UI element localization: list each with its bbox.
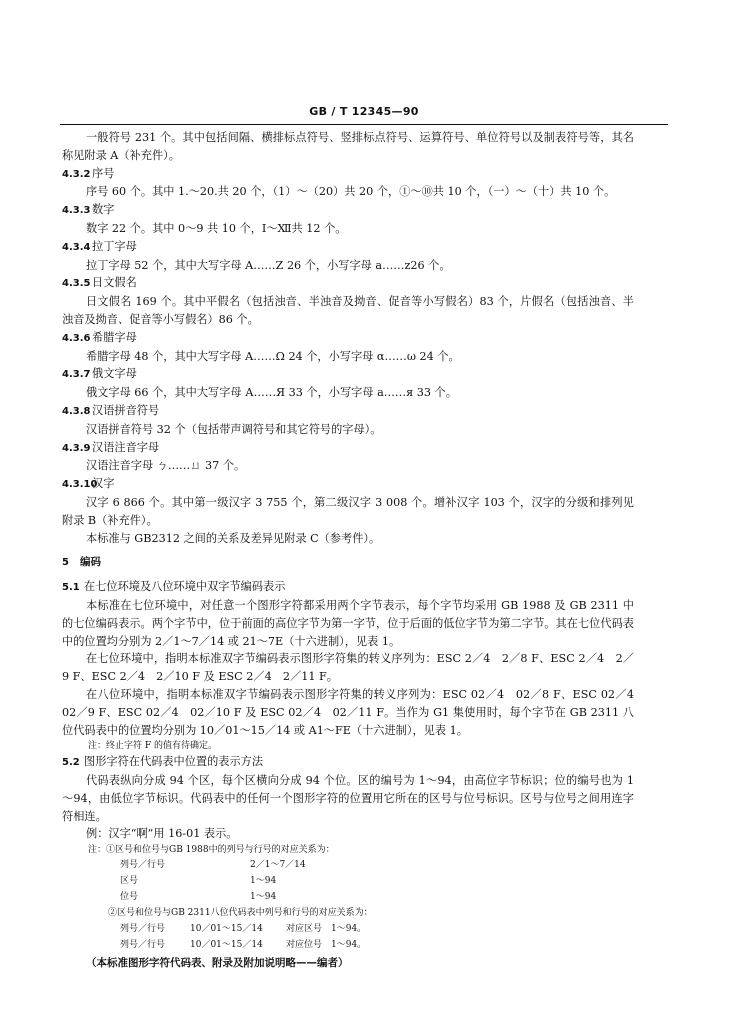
heading-4-3-5 — [62, 274, 634, 293]
paragraph-gb2312-relation: 本标准与 GB2312 之间的关系及差异见附录 C（参考件）。 — [86, 531, 381, 545]
section-title: 汉语注音字母 — [92, 440, 160, 454]
mapping-key: 区号 — [120, 876, 139, 887]
section-title: 数字 — [92, 203, 115, 217]
example-line: 例：汉字“啊”用 16-01 表示。 — [86, 827, 238, 841]
heading-4-3-3 — [62, 201, 634, 220]
mapping-key: 位号 — [120, 892, 139, 903]
paragraph-4-3-2: 序号 60 个。其中 1.～20.共 20 个，（1）～（20）共 20 个，①～⑩共 10 个，（一）～（十）共 10 个。 — [86, 185, 616, 199]
mapping-key: 列号／行号 — [120, 924, 166, 935]
heading-5 — [62, 553, 634, 572]
section-number: 4.3.9 — [62, 442, 91, 454]
section-title: 俄文字母 — [92, 367, 137, 381]
heading-5-1 — [62, 578, 634, 597]
section-number: 5.1 — [62, 582, 80, 594]
section-number: 4.3.7 — [62, 369, 91, 381]
mapping-result: 对应区号 1～94。 — [286, 924, 367, 935]
mapping-row — [62, 857, 634, 873]
paragraph-4-3-9: 汉语注音字母 ㄅ……ㄩ 37 个。 — [86, 459, 246, 473]
heading-4-3-2 — [62, 165, 634, 184]
section-title: 在七位环境及八位环境中双字节编码表示 — [84, 580, 286, 594]
mapping-key: 列号／行号 — [120, 940, 166, 951]
paragraph-4-3-8: 汉语拼音符号 32 个（包括带声调符号和其它符号的字母）。 — [86, 422, 382, 436]
section-title: 拉丁字母 — [92, 239, 137, 253]
section-title: 希腊字母 — [92, 330, 137, 344]
section-title: 汉语拼音符号 — [92, 403, 160, 417]
mapping-value: 10／01～15／14 — [190, 940, 263, 951]
mapping-row — [62, 873, 634, 889]
heading-4-3-10 — [62, 475, 634, 494]
paragraph-4-3-7: 俄文字母 66 个，其中大写字母 А……Я 33 个，小写字母 а……я 33 个。 — [86, 386, 457, 400]
editor-note: （本标准图形字符代码表、附录及附加说明略——编者） — [86, 957, 349, 970]
paragraph-5-1-escape-eight-bit: 在八位环境中，指明本标准双字节编码表示图形字符集的转义序列为：ESC 02／4 02／8 F、ESC 02／4 02／9 F、ESC 02／4 02／10 F 及 ESC 02／4 02／11 F。当作为 G1 集使用时，每个字节在 GB 2311 八位代码表中的位置均分别为 10／01～15／14 或 A1～FE（十六进制），见表 1。 — [62, 687, 646, 737]
mapping-row — [62, 889, 634, 905]
section-number: 4.3.2 — [62, 168, 91, 180]
section-title: 序号 — [92, 166, 115, 180]
note-gb2311-mapping: ②区号和位号与GB 2311八位代码表中列号和行号的对应关系为： — [108, 908, 373, 919]
paragraph-4-3-4: 拉丁字母 52 个，其中大写字母 A……Z 26 个，小写字母 a……z26 个。 — [86, 258, 451, 272]
heading-4-3-6 — [62, 329, 634, 348]
section-number: 4.3.4 — [62, 241, 91, 253]
mapping-row — [62, 921, 634, 937]
section-number: 5 — [62, 557, 69, 569]
section-number: 4.3.10 — [62, 479, 98, 491]
heading-4-3-7 — [62, 365, 634, 384]
paragraph-4-3-3: 数字 22 个。其中 0～9 共 10 个，Ⅰ～Ⅻ共 12 个。 — [86, 221, 347, 235]
header-divider — [60, 124, 668, 125]
mapping-row — [62, 937, 634, 953]
mapping-value: 10／01～15／14 — [190, 924, 263, 935]
mapping-value: 2／1～7／14 — [250, 860, 306, 871]
heading-4-3-8 — [62, 402, 634, 421]
section-title: 编码 — [80, 556, 101, 569]
paragraph-4-3-10: 汉字 6 866 个。其中第一级汉字 3 755 个，第二级汉字 3 008 个。增补汉字 103 个，汉字的分级和排列见附录 B（补充件）。 — [62, 495, 634, 527]
mapping-result: 对应位号 1～94。 — [286, 940, 367, 951]
paragraph-5-1-escape-seven-bit: 在七位环境中，指明本标准双字节编码表示图形字符集的转义序列为：ESC 2／4 2／8 F、ESC 2／4 2／9 F、ESC 2／4 2／10 F 及 ESC 2／4 2／11 F。 — [62, 652, 634, 684]
page-header-standard-no: GB / T 12345—90 — [309, 105, 419, 118]
paragraph-5-2-layout: 代码表纵向分成 94 个区，每个区横向分成 94 个位。区的编号为 1～94，由高位字节标识；位的编号也为 1～94，由低位字节标识。代码表中的任何一个图形字符的位置用它所在的区号与位号标识。区号与位号之间用连字符相连。 — [62, 774, 634, 823]
document-body — [62, 129, 646, 973]
section-number: 4.3.3 — [62, 205, 91, 217]
note-gb1988-mapping: 注：①区号和位号与GB 1988中的列号与行号的对应关系为： — [88, 845, 335, 856]
heading-4-3-9 — [62, 439, 634, 458]
heading-5-2 — [62, 753, 634, 772]
paragraph-general-symbols: 一般符号 231 个。其中包括间隔、横排标点符号、竖排标点符号、运算符号、单位符号以及制表符号等，其名称见附录 A（补充件）。 — [62, 131, 634, 162]
mapping-value: 1～94 — [250, 892, 277, 903]
paragraph-4-3-6: 希腊字母 48 个，其中大写字母 Α……Ω 24 个，小写字母 α……ω 24 个。 — [86, 349, 460, 363]
section-title: 日文假名 — [92, 276, 137, 290]
section-number: 4.3.5 — [62, 278, 91, 290]
paragraph-4-3-5: 日文假名 169 个。其中平假名（包括浊音、半浊音及拗音、促音等小写假名）83 个，片假名（包括浊音、半浊音及拗音、促音等小写假名）86 个。 — [62, 295, 634, 326]
paragraph-5-1-seven-bit: 本标准在七位环境中，对任意一个图形字符都采用两个字节表示，每个字节均采用 GB 1988 及 GB 2311 中的七位编码表示。两个字节中，位于前面的高位字节为第一字节，位于后面的低位字节为第二字节。其在七位代码表中的位置均分别为 2／1～7／14 或 21～7E（十六进制），见表 1。 — [62, 598, 634, 648]
section-title: 汉字 — [92, 477, 115, 491]
heading-4-3-4 — [62, 238, 634, 257]
section-number: 4.3.8 — [62, 405, 91, 417]
section-title: 图形字符在代码表中位置的表示方法 — [84, 755, 264, 769]
mapping-key: 列号／行号 — [120, 860, 166, 871]
mapping-value: 1～94 — [250, 876, 277, 887]
section-number: 5.2 — [62, 757, 80, 769]
section-number: 4.3.6 — [62, 332, 91, 344]
note-terminal-char: 注：终止字符 F 的值有待确定。 — [88, 741, 217, 752]
